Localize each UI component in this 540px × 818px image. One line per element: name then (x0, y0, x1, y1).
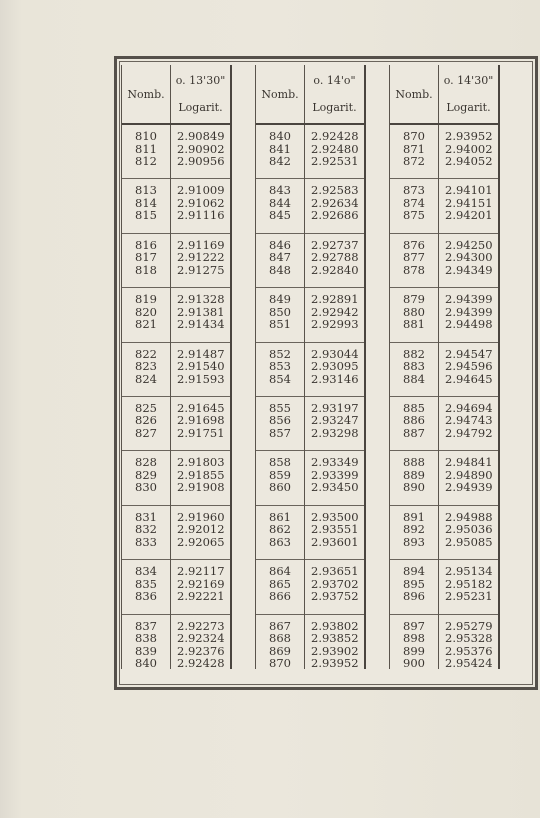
number-cell: 817 (135, 250, 157, 265)
number-cell: 886 (403, 413, 425, 428)
row-group (305, 451, 364, 505)
number-cell: 866 (269, 589, 291, 604)
table-block-3 (389, 65, 500, 669)
row-group (305, 560, 364, 614)
logarithm-cell: 2.93601 (311, 534, 359, 549)
logarithm-cell: 2.94694 (445, 400, 493, 415)
number-cell: 831 (135, 509, 157, 524)
number-cell: 891 (403, 509, 425, 524)
number-cell: 858 (269, 455, 291, 470)
logarithm-cell: 2.92686 (311, 208, 359, 223)
row-group (171, 234, 230, 288)
logarithm-cell: 2.92942 (311, 304, 359, 319)
logarithm-cell: 2.95182 (445, 576, 493, 591)
row-group (171, 397, 230, 451)
logarithm-cell: 2.94988 (445, 509, 493, 524)
number-cell: 893 (403, 534, 425, 549)
row-group (439, 179, 498, 233)
logarit-header: Logarit. (446, 101, 491, 114)
logarithm-cell: 2.95085 (445, 534, 493, 549)
logarithm-cell: 2.93952 (445, 129, 493, 143)
logarithm-cell: 2.92273 (177, 618, 225, 633)
log-header (305, 65, 364, 123)
number-cell: 870 (403, 129, 425, 143)
number-cell: 844 (269, 195, 291, 210)
row-group (122, 288, 170, 342)
row-group (256, 179, 304, 233)
number-cell: 830 (135, 480, 157, 495)
number-cell: 853 (269, 359, 291, 374)
logarithm-cell: 2.93349 (311, 455, 359, 470)
number-cell: 852 (269, 346, 291, 361)
number-cell: 842 (269, 154, 291, 168)
logarithm-cell: 2.94002 (445, 141, 493, 156)
number-cell: 847 (269, 250, 291, 265)
logarithm-cell: 2.91062 (177, 195, 225, 210)
row-group (171, 125, 230, 179)
logarithm-cell: 2.94399 (445, 292, 493, 307)
row-group (256, 288, 304, 342)
row-group (171, 343, 230, 397)
row-group (439, 615, 498, 679)
number-cell: 888 (403, 455, 425, 470)
logarithm-cell: 2.95328 (445, 631, 493, 646)
number-cell: 843 (269, 183, 291, 198)
logarithm-cell: 2.95036 (445, 522, 493, 537)
number-cell: 835 (135, 576, 157, 591)
row-group (171, 179, 230, 233)
logarithm-cell: 2.91751 (177, 425, 225, 440)
number-cell: 898 (403, 631, 425, 646)
number-cell: 874 (403, 195, 425, 210)
row-group (439, 125, 498, 179)
logarithm-cell: 2.92428 (311, 129, 359, 143)
logarithm-cell: 2.93399 (311, 467, 359, 482)
row-group (439, 506, 498, 560)
row-group (305, 234, 364, 288)
number-cell: 887 (403, 425, 425, 440)
logarithm-cell: 2.91009 (177, 183, 225, 198)
logarithm-cell: 2.92788 (311, 250, 359, 265)
number-cell: 840 (269, 129, 291, 143)
number-cell: 814 (135, 195, 157, 210)
number-cell: 838 (135, 631, 157, 646)
logarithm-cell: 2.94052 (445, 154, 493, 168)
row-group (122, 451, 170, 505)
logarithm-cell: 2.93551 (311, 522, 359, 537)
logarit-header: Logarit. (312, 101, 357, 114)
logarithm-cell: 2.95134 (445, 564, 493, 579)
row-group (390, 506, 438, 560)
logarithm-cell: 2.90849 (177, 129, 225, 143)
row-group (171, 560, 230, 614)
logarithm-column (439, 125, 498, 669)
logarithm-cell: 2.91328 (177, 292, 225, 307)
logarithm-cell: 2.92376 (177, 643, 225, 658)
logarithm-column (171, 125, 230, 669)
number-cell: 868 (269, 631, 291, 646)
number-cell: 841 (269, 141, 291, 156)
row-group (439, 234, 498, 288)
logarithm-cell: 2.93852 (311, 631, 359, 646)
logarithm-cell: 2.92480 (311, 141, 359, 156)
number-cell: 897 (403, 618, 425, 633)
row-group (122, 343, 170, 397)
row-group (439, 397, 498, 451)
number-cell: 871 (403, 141, 425, 156)
logarithm-cell: 2.92428 (177, 656, 225, 671)
row-group (122, 397, 170, 451)
number-cell: 836 (135, 589, 157, 604)
logarithm-cell: 2.92891 (311, 292, 359, 307)
number-cell: 900 (403, 656, 425, 671)
number-cell: 846 (269, 237, 291, 252)
number-cell: 890 (403, 480, 425, 495)
number-cell: 872 (403, 154, 425, 168)
number-cell: 833 (135, 534, 157, 549)
number-cell: 823 (135, 359, 157, 374)
row-group (122, 506, 170, 560)
number-cell: 845 (269, 208, 291, 223)
number-cell: 881 (403, 317, 425, 332)
logarithm-cell: 2.91222 (177, 250, 225, 265)
row-group (439, 451, 498, 505)
nomb-column (390, 125, 439, 669)
logarithm-cell: 2.92634 (311, 195, 359, 210)
logarithm-cell: 2.93702 (311, 576, 359, 591)
row-group (390, 451, 438, 505)
number-cell: 824 (135, 371, 157, 386)
logarithm-cell: 2.93146 (311, 371, 359, 386)
nomb-column (122, 125, 171, 669)
nomb-header: Nomb. (122, 65, 171, 123)
logarithm-cell: 2.91960 (177, 509, 225, 524)
logarithm-cell: 2.92737 (311, 237, 359, 252)
number-cell: 850 (269, 304, 291, 319)
logarithm-cell: 2.95279 (445, 618, 493, 633)
number-cell: 840 (135, 656, 157, 671)
logarithm-cell: 2.92324 (177, 631, 225, 646)
number-cell: 818 (135, 262, 157, 277)
logarithm-cell: 2.93044 (311, 346, 359, 361)
row-group (390, 179, 438, 233)
number-cell: 832 (135, 522, 157, 537)
number-cell: 819 (135, 292, 157, 307)
log-header (171, 65, 230, 123)
number-cell: 825 (135, 400, 157, 415)
logarithm-cell: 2.91540 (177, 359, 225, 374)
logarithm-cell: 2.95231 (445, 589, 493, 604)
logarithm-cell: 2.92169 (177, 576, 225, 591)
logarithm-cell: 2.91381 (177, 304, 225, 319)
block-body (256, 125, 364, 669)
table-block-2 (255, 65, 366, 669)
logarithm-cell: 2.94250 (445, 237, 493, 252)
number-cell: 892 (403, 522, 425, 537)
row-group (390, 397, 438, 451)
logarithm-cell: 2.91698 (177, 413, 225, 428)
number-cell: 899 (403, 643, 425, 658)
logarithm-cell: 2.94939 (445, 480, 493, 495)
row-group (171, 451, 230, 505)
logarithm-cell: 2.92531 (311, 154, 359, 168)
row-group (171, 506, 230, 560)
number-cell: 894 (403, 564, 425, 579)
number-cell: 812 (135, 154, 157, 168)
logarithm-cell: 2.93298 (311, 425, 359, 440)
logarithm-cell: 2.93902 (311, 643, 359, 658)
number-cell: 865 (269, 576, 291, 591)
block-header (122, 65, 230, 125)
row-group (256, 451, 304, 505)
number-cell: 829 (135, 467, 157, 482)
number-cell: 889 (403, 467, 425, 482)
number-cell: 810 (135, 129, 157, 143)
logarithm-cell: 2.94841 (445, 455, 493, 470)
row-group (256, 615, 304, 679)
logarit-header: Logarit. (178, 101, 223, 114)
logarithm-cell: 2.94349 (445, 262, 493, 277)
row-group (390, 125, 438, 179)
number-cell: 895 (403, 576, 425, 591)
number-cell: 876 (403, 237, 425, 252)
logarithm-cell: 2.92117 (177, 564, 225, 579)
number-cell: 869 (269, 643, 291, 658)
number-cell: 859 (269, 467, 291, 482)
number-cell: 878 (403, 262, 425, 277)
logarithm-column (305, 125, 364, 669)
logarithm-cell: 2.92840 (311, 262, 359, 277)
number-cell: 854 (269, 371, 291, 386)
logarithm-cell: 2.95424 (445, 656, 493, 671)
row-group (390, 343, 438, 397)
row-group (256, 234, 304, 288)
logarithm-cell: 2.94101 (445, 183, 493, 198)
row-group (256, 125, 304, 179)
row-group (171, 615, 230, 679)
number-cell: 884 (403, 371, 425, 386)
row-group (305, 615, 364, 679)
row-group (439, 343, 498, 397)
number-cell: 875 (403, 208, 425, 223)
block-header (390, 65, 498, 125)
number-cell: 864 (269, 564, 291, 579)
number-cell: 820 (135, 304, 157, 319)
row-group (256, 560, 304, 614)
number-cell: 837 (135, 618, 157, 633)
logarithm-cell: 2.94151 (445, 195, 493, 210)
logarithm-cell: 2.91487 (177, 346, 225, 361)
angle-header: o. 14'o" (313, 74, 356, 87)
nomb-header: Nomb. (390, 65, 439, 123)
number-cell: 851 (269, 317, 291, 332)
block-header (256, 65, 364, 125)
number-cell: 896 (403, 589, 425, 604)
row-group (305, 397, 364, 451)
logarithm-cell: 2.94743 (445, 413, 493, 428)
logarithm-cell: 2.94498 (445, 317, 493, 332)
logarithm-cell: 2.92221 (177, 589, 225, 604)
number-cell: 813 (135, 183, 157, 198)
number-cell: 828 (135, 455, 157, 470)
number-cell: 839 (135, 643, 157, 658)
logarithm-cell: 2.90956 (177, 154, 225, 168)
logarithm-cell: 2.95376 (445, 643, 493, 658)
logarithm-cell: 2.91908 (177, 480, 225, 495)
logarithm-cell: 2.90902 (177, 141, 225, 156)
logarithm-cell: 2.91275 (177, 262, 225, 277)
logarithm-cell: 2.91116 (177, 208, 225, 223)
row-group (171, 288, 230, 342)
row-group (305, 288, 364, 342)
logarithm-cell: 2.92012 (177, 522, 225, 537)
row-group (439, 560, 498, 614)
row-group (122, 234, 170, 288)
number-cell: 855 (269, 400, 291, 415)
logarithm-cell: 2.91803 (177, 455, 225, 470)
logarithm-cell: 2.91593 (177, 371, 225, 386)
number-cell: 856 (269, 413, 291, 428)
logarithm-table-frame (114, 56, 538, 690)
number-cell: 877 (403, 250, 425, 265)
logarithm-cell: 2.94201 (445, 208, 493, 223)
logarithm-cell: 2.91434 (177, 317, 225, 332)
logarithm-cell: 2.93500 (311, 509, 359, 524)
number-cell: 870 (269, 656, 291, 671)
log-header (439, 65, 498, 123)
number-cell: 863 (269, 534, 291, 549)
logarithm-cell: 2.93197 (311, 400, 359, 415)
number-cell: 862 (269, 522, 291, 537)
number-cell: 811 (135, 141, 157, 156)
number-cell: 821 (135, 317, 157, 332)
row-group (390, 560, 438, 614)
number-cell: 879 (403, 292, 425, 307)
number-cell: 867 (269, 618, 291, 633)
number-cell: 880 (403, 304, 425, 319)
row-group (305, 343, 364, 397)
number-cell: 860 (269, 480, 291, 495)
number-cell: 815 (135, 208, 157, 223)
logarithm-cell: 2.94399 (445, 304, 493, 319)
logarithm-cell: 2.93952 (311, 656, 359, 671)
row-group (122, 179, 170, 233)
table-block-1 (121, 65, 232, 669)
logarithm-cell: 2.94596 (445, 359, 493, 374)
number-cell: 834 (135, 564, 157, 579)
nomb-column (256, 125, 305, 669)
logarithm-cell: 2.93450 (311, 480, 359, 495)
logarithm-cell: 2.94890 (445, 467, 493, 482)
number-cell: 827 (135, 425, 157, 440)
number-cell: 857 (269, 425, 291, 440)
logarithm-cell: 2.91169 (177, 237, 225, 252)
row-group (256, 506, 304, 560)
number-cell: 861 (269, 509, 291, 524)
row-group (390, 288, 438, 342)
row-group (305, 125, 364, 179)
nomb-header: Nomb. (256, 65, 305, 123)
logarithm-cell: 2.93095 (311, 359, 359, 374)
row-group (390, 615, 438, 679)
logarithm-cell: 2.91855 (177, 467, 225, 482)
logarithm-cell: 2.93752 (311, 589, 359, 604)
block-body (122, 125, 230, 669)
row-group (256, 343, 304, 397)
logarithm-cell: 2.92065 (177, 534, 225, 549)
logarithm-cell: 2.94300 (445, 250, 493, 265)
logarithm-cell: 2.92583 (311, 183, 359, 198)
logarithm-cell: 2.93651 (311, 564, 359, 579)
number-cell: 848 (269, 262, 291, 277)
number-cell: 826 (135, 413, 157, 428)
number-cell: 822 (135, 346, 157, 361)
logarithm-cell: 2.93802 (311, 618, 359, 633)
logarithm-cell: 2.91645 (177, 400, 225, 415)
number-cell: 885 (403, 400, 425, 415)
number-cell: 849 (269, 292, 291, 307)
row-group (305, 506, 364, 560)
logarithm-cell: 2.93247 (311, 413, 359, 428)
logarithm-cell: 2.94547 (445, 346, 493, 361)
row-group (122, 125, 170, 179)
row-group (122, 560, 170, 614)
logarithm-cell: 2.92993 (311, 317, 359, 332)
logarithm-cell: 2.94792 (445, 425, 493, 440)
row-group (256, 397, 304, 451)
number-cell: 882 (403, 346, 425, 361)
angle-header: o. 14'30" (443, 74, 494, 87)
logarithm-cell: 2.94645 (445, 371, 493, 386)
row-group (122, 615, 170, 679)
number-cell: 816 (135, 237, 157, 252)
angle-header: o. 13'30" (175, 74, 226, 87)
row-group (439, 288, 498, 342)
block-body (390, 125, 498, 669)
number-cell: 883 (403, 359, 425, 374)
row-group (305, 179, 364, 233)
row-group (390, 234, 438, 288)
number-cell: 873 (403, 183, 425, 198)
